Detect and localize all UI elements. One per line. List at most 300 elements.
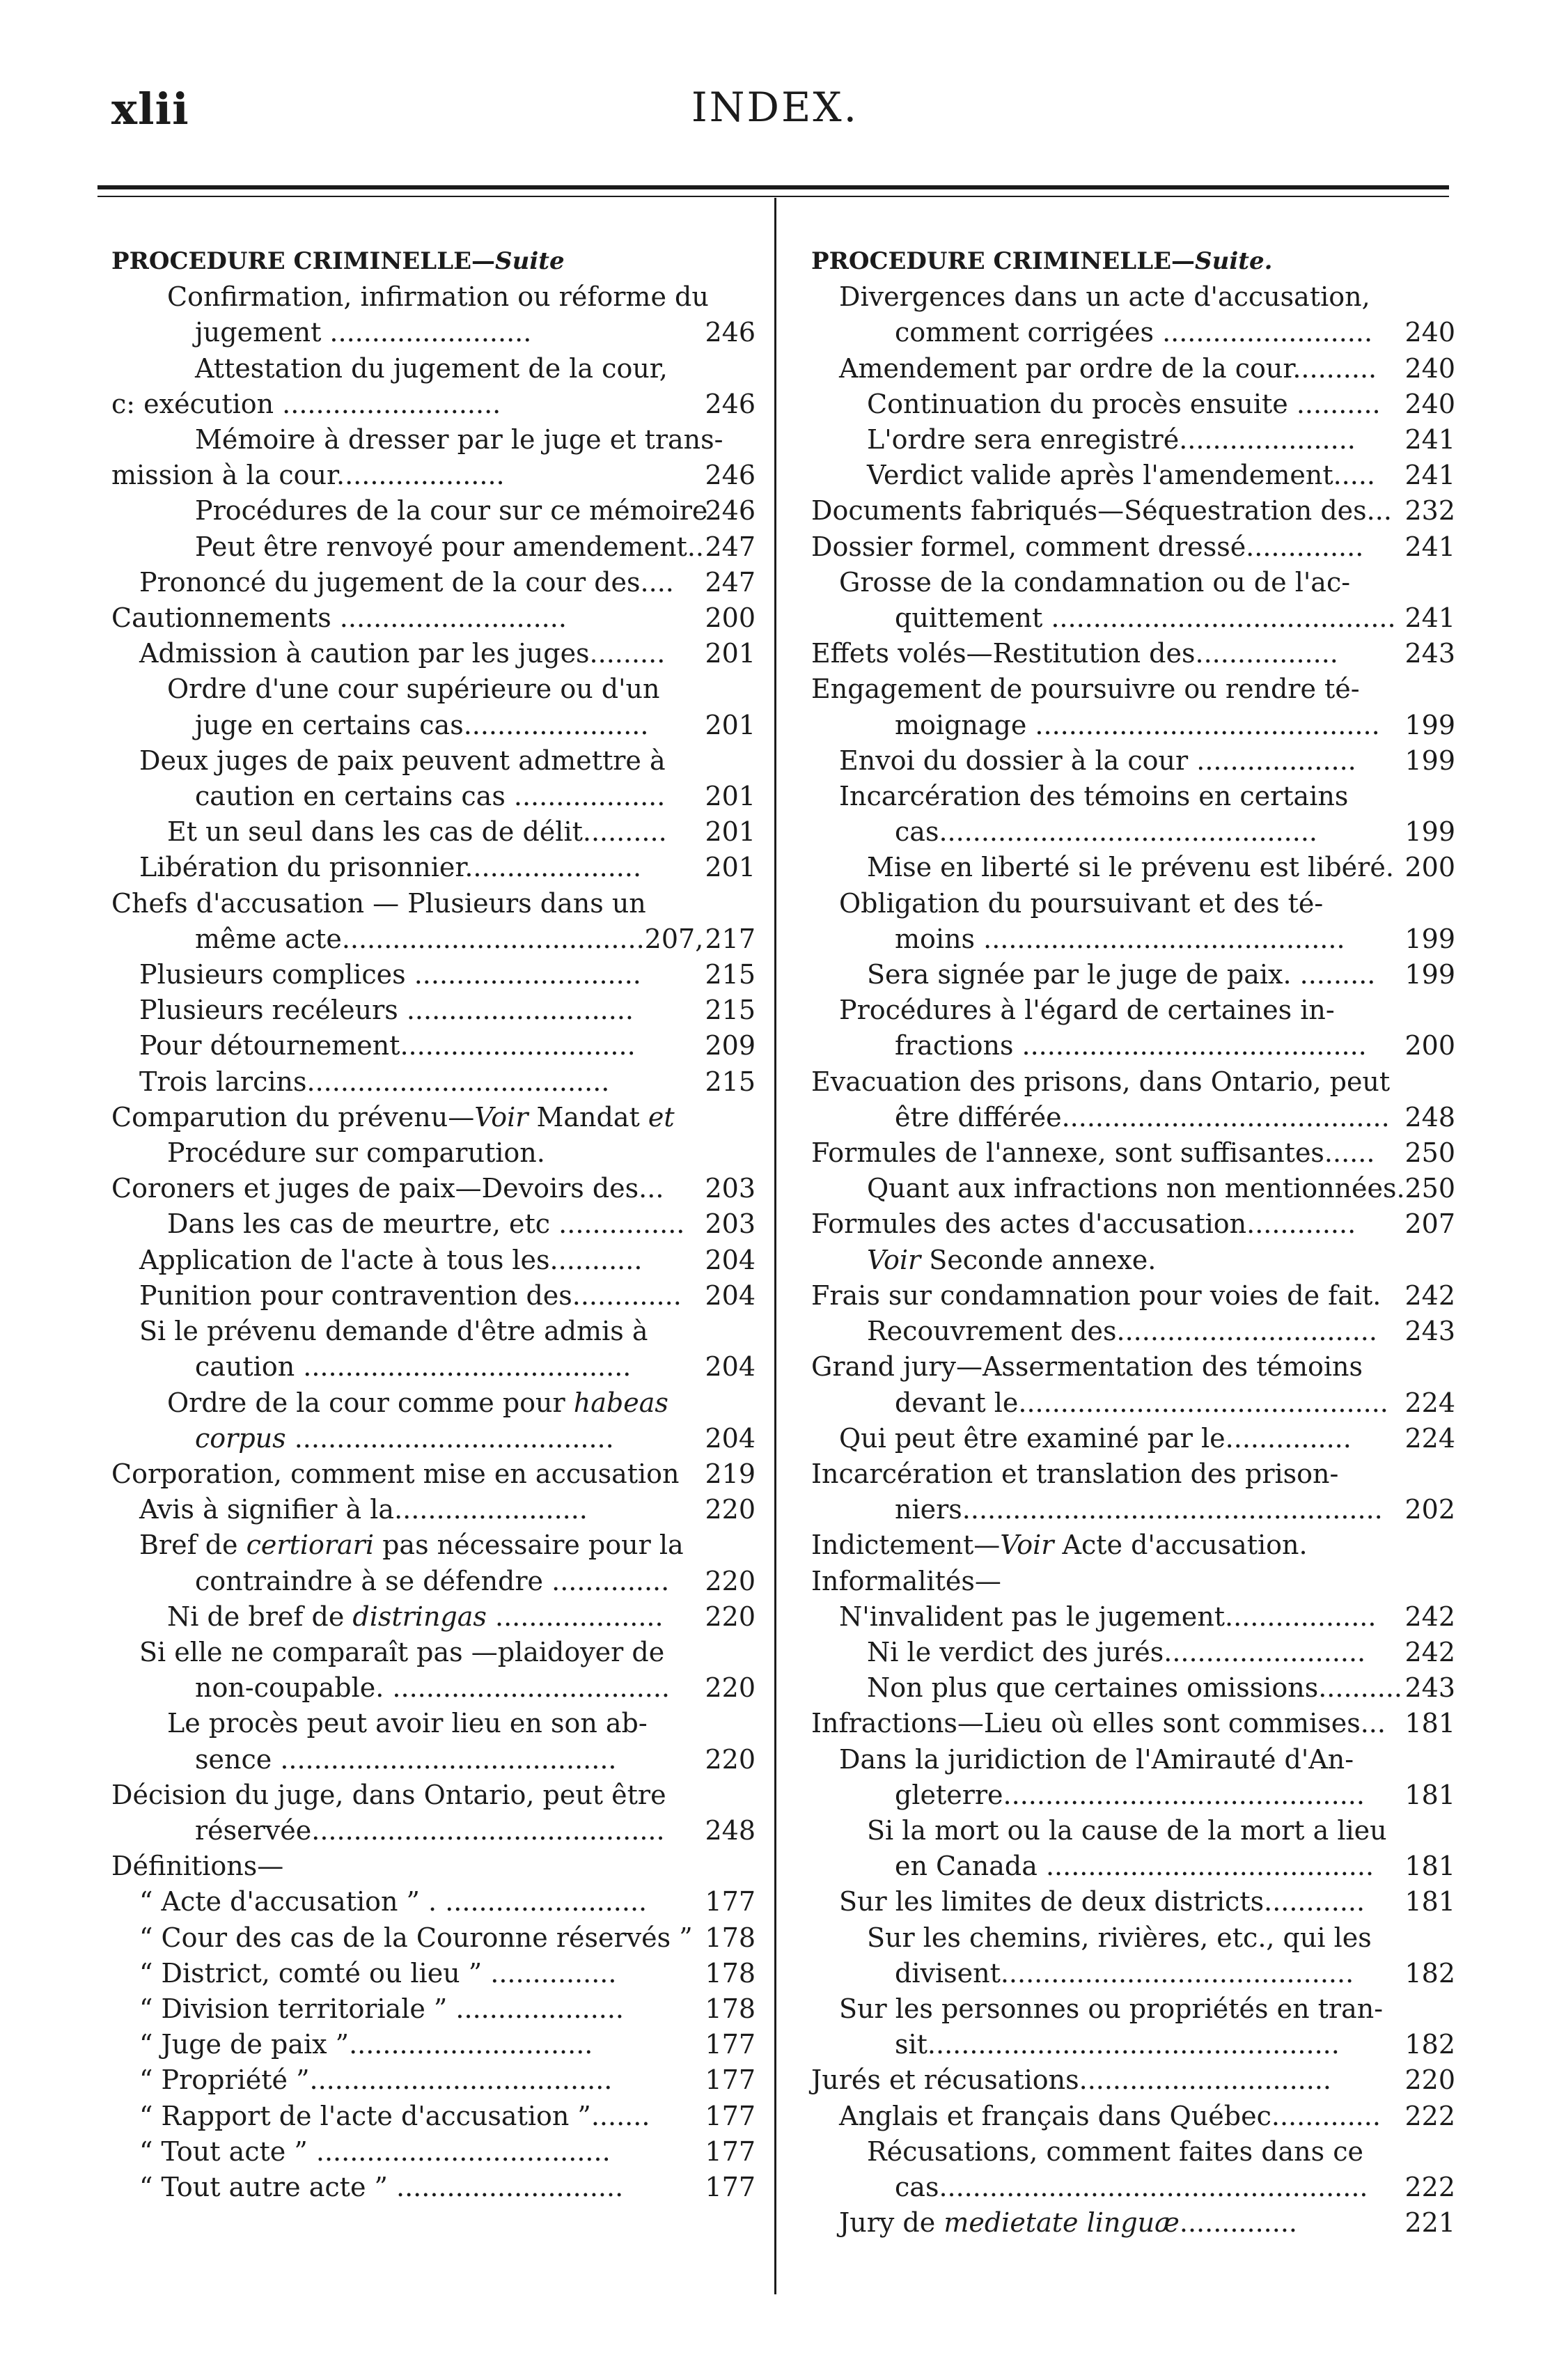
index-entry-italic: et [648, 1101, 675, 1133]
index-entry-italic: Voir [867, 1244, 921, 1275]
index-entry-text [111, 1851, 283, 1881]
index-entry [811, 493, 1455, 529]
index-entry-part: “ Rapport de l'acte d'accusation ”....... [139, 2100, 650, 2131]
index-page-number: 181 [1404, 1779, 1455, 1810]
index-entry [811, 600, 1455, 636]
index-page-number: 201 [705, 852, 756, 883]
index-entry [111, 1385, 756, 1421]
index-page-number: 178 [705, 1922, 756, 1953]
index-entry [111, 1742, 756, 1778]
index-entry-part: Bref de [139, 1530, 246, 1561]
index-page-number: 246 [705, 460, 756, 491]
index-entry-part: Prononcé du jugement de la cour des.... [139, 566, 674, 598]
index-entry-italic: certiorari [246, 1530, 375, 1561]
index-page-number: 247 [705, 531, 756, 562]
index-entry [111, 1028, 756, 1064]
index-entry-part: Avis à signifier à la....................... [139, 1494, 588, 1525]
index-entry-part: en Canada ....................................... [895, 1851, 1375, 1882]
index-page-number: 203 [705, 1208, 756, 1240]
index-page-number: 181 [1404, 1886, 1455, 1918]
index-entry-text [167, 1708, 648, 1739]
index-entry [111, 1599, 756, 1635]
index-entry [111, 886, 756, 921]
index-page-number: 204 [705, 1280, 756, 1311]
index-entry [111, 743, 756, 779]
index-entry [111, 387, 756, 422]
index-entry-text [839, 1423, 1352, 1454]
index-page-number: 177 [705, 2136, 756, 2167]
index-page-number: 202 [1404, 1494, 1455, 1525]
index-entry-italic: distringas [352, 1601, 487, 1632]
index-entry [111, 1064, 756, 1100]
index-entry-text [111, 1173, 664, 1204]
index-entry-part: Sera signée par le juge de paix. ......... [867, 959, 1376, 990]
index-page-number: 220 [705, 1565, 756, 1596]
index-entry [811, 1421, 1455, 1456]
index-entry-text [139, 1494, 588, 1525]
index-page-number: 241 [1404, 424, 1455, 456]
index-entry [811, 1635, 1455, 1670]
index-entry [111, 1135, 756, 1171]
index-entry-part: fractions ......................................... [895, 1030, 1367, 1061]
index-page-number: 222 [1404, 2100, 1455, 2131]
index-page-number: 224 [1404, 1422, 1455, 1454]
index-entry [811, 850, 1455, 885]
index-entry-text [139, 567, 674, 598]
index-entry-text [139, 1245, 642, 1275]
index-entry [811, 671, 1455, 707]
index-entry-text [167, 1208, 684, 1239]
index-entry [111, 1456, 756, 1492]
index-entry-text [811, 638, 1338, 669]
index-entry [111, 1813, 756, 1849]
index-page-number: 217 [705, 923, 756, 954]
index-page-number: 220 [705, 1743, 756, 1775]
index-page-number: 242 [1404, 1280, 1455, 1311]
index-entry [811, 1135, 1455, 1171]
index-entry-text [139, 2172, 623, 2202]
index-entry-text [811, 674, 1360, 704]
index-entry-text [895, 1958, 1354, 1989]
index-entry [111, 1956, 756, 1991]
index-entry-part: cas............................................. [895, 816, 1317, 848]
index-entry-part: Envoi du dossier à la cour ................... [839, 745, 1356, 776]
index-entry [111, 1778, 756, 1813]
index-page-number: 241 [1404, 531, 1455, 562]
index-entry-part: même acte....................................207, [195, 923, 704, 954]
index-entry [811, 529, 1455, 565]
index-entry-part: jugement ........................ [195, 317, 532, 348]
index-entry-part: non-coupable. ................................. [195, 1672, 671, 1704]
index-entry-italic: Voir [1000, 1530, 1054, 1561]
index-page-number: 199 [1404, 709, 1455, 740]
index-entry [811, 1599, 1455, 1635]
index-entry [111, 1635, 756, 1670]
index-entry-text [811, 1566, 1001, 1596]
index-entry-text [139, 638, 665, 669]
index-entry-text [139, 995, 634, 1025]
index-entry-text [139, 2029, 593, 2060]
index-entry-text [895, 1030, 1367, 1061]
index-entry-text [895, 710, 1380, 740]
index-entry [811, 921, 1455, 957]
index-entry-part: Amendement par ordre de la cour.......... [839, 352, 1377, 384]
index-entry-part: Décision du juge, dans Ontario, peut être [111, 1779, 666, 1810]
index-page-number: 181 [1404, 1851, 1455, 1882]
index-entry-part: moins ........................................... [895, 923, 1345, 954]
index-entry-part: Jurés et récusations.............................. [811, 2064, 1331, 2096]
index-entry-text [867, 1637, 1365, 1667]
index-page-number: 207 [1404, 1208, 1455, 1240]
index-entry-part: caution ....................................... [195, 1351, 632, 1383]
index-page-number: 204 [705, 1422, 756, 1454]
index-entry-text [139, 2101, 650, 2131]
index-entry-part: Mise en liberté si le prévenu est libéré. [867, 852, 1394, 883]
index-entry [811, 422, 1455, 458]
index-entry [811, 279, 1455, 315]
index-entry-part: Admission à caution par les juges......... [139, 638, 666, 669]
index-entry-part: réservée.......................................... [195, 1814, 665, 1846]
index-entry-part: Et un seul dans les cas de délit.......... [167, 816, 667, 848]
index-entry-text [811, 531, 1363, 562]
index-entry-text [895, 1780, 1365, 1810]
index-entry [111, 458, 756, 493]
index-entry [811, 1670, 1455, 1706]
index-entry [111, 1100, 756, 1135]
index-entry [111, 1278, 756, 1314]
index-entry [111, 2170, 756, 2205]
index-entry-text [811, 1530, 1308, 1560]
index-entry [811, 1243, 1455, 1278]
index-entry-text [139, 1958, 616, 1989]
index-entry-part: Deux juges de paix peuvent admettre à [139, 745, 666, 776]
index-entry-part: Procédures de la cour sur ce mémoire [195, 495, 708, 527]
index-entry-text [195, 353, 668, 384]
index-page-number: 201 [705, 709, 756, 740]
index-entry [111, 600, 756, 636]
index-entry-italic: habeas [573, 1387, 668, 1418]
index-entry [111, 1670, 756, 1706]
index-entry-text [811, 1351, 1363, 1382]
index-entry-part: Procédures à l'égard de certaines in- [839, 995, 1335, 1026]
index-entry-text [111, 602, 567, 633]
index-page-number: 248 [705, 1814, 756, 1846]
index-entry [811, 1742, 1455, 1778]
index-entry-text [867, 1316, 1377, 1346]
index-entry-part: .................... [486, 1601, 664, 1632]
index-entry-text [139, 1922, 693, 1953]
index-entry [111, 315, 756, 350]
index-entry-text [895, 2029, 1340, 2060]
index-entry-italic: corpus [195, 1422, 286, 1454]
index-entry-part: Formules de l'annexe, sont suffisantes...... [811, 1137, 1375, 1169]
index-page-number: 177 [705, 2029, 756, 2060]
index-page-number: 201 [705, 816, 756, 848]
index-entry [811, 814, 1455, 850]
index-entry [111, 1243, 756, 1278]
index-entry [111, 850, 756, 885]
index-page-number: 182 [1404, 1957, 1455, 1989]
index-page-number: 240 [1404, 317, 1455, 348]
index-page-number: 240 [1404, 388, 1455, 419]
index-entry-part: Chefs d'accusation — Plusieurs dans un [111, 887, 646, 919]
index-entry-part: Incarcération des témoins en certains [839, 781, 1349, 812]
index-entry-part: quittement ......................................... [895, 602, 1396, 634]
index-entry [811, 2134, 1455, 2170]
index-entry-part: Trois larcins.................................... [139, 1066, 610, 1097]
index-entry [811, 315, 1455, 350]
index-entry-part: Dans la juridiction de l'Amirauté d'An- [839, 1743, 1354, 1775]
index-entry-text [867, 1672, 1402, 1703]
index-entry-part: Le procès peut avoir lieu en son ab- [167, 1708, 648, 1739]
index-entry [811, 886, 1455, 921]
index-entry [111, 1920, 756, 1956]
index-page-number: 215 [705, 959, 756, 990]
index-entry-text [895, 602, 1396, 633]
index-entry [111, 351, 756, 387]
index-entry-text [811, 495, 1392, 526]
index-entry-text [839, 2101, 1381, 2131]
index-entry-text [895, 1851, 1374, 1881]
index-entry-part: Plusieurs recéleurs ........................... [139, 995, 634, 1026]
index-page-number: 178 [705, 1957, 756, 1989]
index-entry [111, 921, 756, 957]
index-entry-part: Seconde annexe. [921, 1244, 1157, 1275]
index-entry-text [195, 924, 703, 954]
index-entry [811, 743, 1455, 779]
index-entry-text [139, 1637, 664, 1667]
index-entry-part: pas nécessaire pour la [374, 1530, 684, 1561]
index-entry-part: Ni le verdict des jurés........................ [867, 1636, 1366, 1667]
index-entry-part: PROCEDURE CRIMINELLE— [811, 247, 1196, 275]
index-entry [111, 1492, 756, 1527]
index-entry-part: Ni de bref de [167, 1601, 353, 1632]
index-entry-part: Si elle ne comparaît pas —plaidoyer de [139, 1636, 665, 1667]
index-entry-text [167, 1601, 664, 1632]
index-page-number: 243 [1404, 638, 1455, 669]
index-page-number: 242 [1404, 1636, 1455, 1667]
index-entry-part: Grand jury—Assermentation des témoins [811, 1351, 1363, 1383]
index-page-number: 177 [705, 1886, 756, 1918]
index-entry-part: Si le prévenu demande d'être admis à [139, 1316, 648, 1347]
index-entry [811, 1206, 1455, 1242]
index-page-number: 177 [705, 2100, 756, 2131]
index-entry [811, 1813, 1455, 1849]
index-entry-italic: medietate linguæ [944, 2207, 1180, 2239]
index-entry-text [895, 1494, 1383, 1525]
index-entry-text [139, 1993, 624, 2024]
index-entry-text [867, 1173, 1405, 1204]
index-entry-part: sit................................................. [895, 2029, 1340, 2060]
index-entry-part: .............. [1179, 2207, 1297, 2239]
index-entry-part: Documents fabriqués—Séquestration des... [811, 495, 1392, 527]
index-entry [811, 957, 1455, 993]
index-entry-part: Pour détournement............................ [139, 1030, 636, 1061]
index-entry-part: Ordre de la cour comme pour [167, 1387, 574, 1418]
index-entry-text [811, 1137, 1375, 1168]
index-entry [111, 279, 756, 315]
index-entry-text [195, 781, 665, 811]
index-entry [111, 1884, 756, 1920]
page-number: xlii [111, 84, 189, 134]
index-entry [811, 1564, 1455, 1599]
index-page-number: 250 [1404, 1137, 1455, 1169]
index-entry-part: Recouvrement des............................... [867, 1316, 1377, 1347]
index-page-number: 204 [705, 1244, 756, 1275]
index-entry-part: Dans les cas de meurtre, etc ............... [167, 1208, 685, 1240]
index-entry-part: Peut être renvoyé pour amendement.. [195, 531, 704, 562]
index-entry [811, 1314, 1455, 1349]
index-entry-text [139, 2136, 611, 2167]
index-page-number: 232 [1404, 495, 1455, 527]
index-entry-italic: Suite. [1195, 247, 1273, 275]
index-entry-part: Application de l'acte à tous les........... [139, 1244, 643, 1275]
index-page-number: 200 [1404, 1030, 1455, 1061]
index-entry [111, 779, 756, 814]
index-entry-part: PROCEDURE CRIMINELLE— [111, 247, 496, 275]
index-entry-part: Anglais et français dans Québec............. [839, 2100, 1381, 2131]
index-entry-part: Confirmation, infirmation ou réforme du [167, 281, 709, 313]
index-entry-text [895, 2172, 1368, 2202]
index-entry-part: Attestation du jugement de la cour, [195, 352, 668, 384]
index-entry [111, 1706, 756, 1741]
index-entry-text [139, 1030, 636, 1061]
index-entry-text [839, 1744, 1354, 1775]
index-entry-text [111, 1780, 666, 1810]
index-entry-text [867, 389, 1381, 419]
index-entry [811, 1278, 1455, 1314]
index-entry [111, 422, 756, 458]
index-entry-text [111, 1459, 680, 1489]
index-entry-text [839, 1886, 1365, 1917]
index-entry-text [139, 1066, 609, 1097]
index-entry-text [195, 531, 704, 562]
index-entry-part: cas................................................... [895, 2171, 1368, 2202]
index-entry-part: “ Acte d'accusation ” . ........................ [139, 1886, 648, 1918]
index-entry [111, 493, 756, 529]
index-entry [111, 1349, 756, 1385]
index-entry-text [111, 460, 505, 490]
index-entry-part: c: exécution .......................... [111, 388, 501, 419]
index-entry-text [839, 888, 1323, 919]
index-entry-part: Non plus que certaines omissions.......... [867, 1672, 1402, 1704]
index-entry-text [195, 1744, 616, 1775]
index-entry-part: Incarcération et translation des prison- [811, 1458, 1339, 1489]
index-entry-text [811, 1708, 1386, 1739]
index-entry [111, 2134, 756, 2170]
index-entry-text [195, 1672, 670, 1703]
index-entry-part: Corporation, comment mise en accusation [111, 1458, 680, 1489]
index-entry-text [811, 2064, 1331, 2095]
index-entry-text [839, 281, 1370, 312]
index-page-number: 201 [705, 638, 756, 669]
index-entry-text [139, 1530, 684, 1560]
header-rule-thick [97, 185, 1449, 189]
index-entry [811, 1349, 1455, 1385]
index-page-number: 177 [705, 2171, 756, 2202]
index-entry-text [811, 247, 1272, 275]
index-entry-text [839, 2207, 1297, 2238]
index-page-number: 200 [1404, 852, 1455, 883]
index-entry-part: Continuation du procès ensuite .......... [867, 388, 1381, 419]
index-entry [811, 351, 1455, 387]
index-entry [811, 1706, 1455, 1741]
index-entry-part: Formules des actes d'accusation............. [811, 1208, 1356, 1240]
index-column-right [811, 244, 1455, 2241]
index-entry [811, 1527, 1455, 1563]
index-entry-part: gleterre........................................... [895, 1779, 1365, 1810]
index-entry-part: “ Division territoriale ” .................... [139, 1993, 625, 2024]
index-entry [111, 2062, 756, 2098]
index-entry-part: “ Propriété ”.................................... [139, 2064, 613, 2096]
index-entry-part: N'invalident pas le jugement.................. [839, 1601, 1377, 1632]
index-entry [111, 1849, 756, 1884]
index-page-number: 181 [1404, 1708, 1455, 1739]
index-entry-text [895, 816, 1317, 847]
index-page-number: 178 [705, 1993, 756, 2024]
index-page-number: 221 [1404, 2207, 1455, 2239]
index-entry [811, 458, 1455, 493]
index-entry [111, 1527, 756, 1563]
index-entry-text [895, 1102, 1390, 1133]
index-entry-part: Si la mort ou la cause de la mort a lieu [867, 1814, 1387, 1846]
index-entry-text [195, 317, 531, 348]
index-entry-part: Coroners et juges de paix—Devoirs des... [111, 1173, 664, 1204]
index-entry [811, 779, 1455, 814]
index-entry [811, 1956, 1455, 1991]
index-page-number: 199 [1404, 816, 1455, 848]
page-header [0, 0, 1550, 160]
index-entry-part: “ Juge de paix ”............................. [139, 2029, 593, 2060]
index-entry-part: être différée....................................... [895, 1101, 1390, 1133]
index-entry-text [867, 959, 1375, 990]
index-page-number: 199 [1404, 745, 1455, 776]
index-entry-text [839, 745, 1356, 776]
index-entry-part: “ Tout acte ” ................................... [139, 2136, 611, 2167]
index-entry-text [867, 1245, 1156, 1275]
index-page-number: 209 [705, 1030, 756, 1061]
index-entry-text [895, 317, 1372, 348]
index-entry [811, 636, 1455, 671]
index-page-number: 243 [1404, 1316, 1455, 1347]
index-entry [111, 671, 756, 707]
index-entry [811, 387, 1455, 422]
index-entry-part: Jury de [839, 2207, 944, 2239]
index-entry-part: Mémoire à dresser par le juge et trans- [195, 424, 723, 456]
index-entry [111, 636, 756, 671]
index-entry-text [111, 888, 646, 919]
index-page-number: 242 [1404, 1601, 1455, 1632]
index-entry [811, 2099, 1455, 2134]
index-entry-text [867, 1922, 1372, 1953]
index-entry-part: L'ordre sera enregistré..................... [867, 424, 1356, 456]
index-entry-part: Punition pour contravention des............. [139, 1280, 682, 1311]
index-entry-text [195, 495, 707, 526]
index-page-number: 246 [705, 388, 756, 419]
index-page-number: 204 [705, 1351, 756, 1383]
index-entry-text [839, 995, 1335, 1025]
index-entry-part: “ Tout autre acte ” ........................... [139, 2171, 624, 2202]
index-entry-part: caution en certains cas .................. [195, 781, 666, 812]
index-entry-part: Cautionnements ........................... [111, 602, 567, 634]
index-page-number: 203 [705, 1173, 756, 1204]
index-page-number: 243 [1404, 1672, 1455, 1704]
index-entry [811, 1064, 1455, 1100]
index-entry [811, 1920, 1455, 1956]
index-entry-part: moignage ......................................... [895, 709, 1380, 740]
index-entry-part: Plusieurs complices ........................... [139, 959, 641, 990]
page-title: INDEX. [691, 84, 859, 131]
